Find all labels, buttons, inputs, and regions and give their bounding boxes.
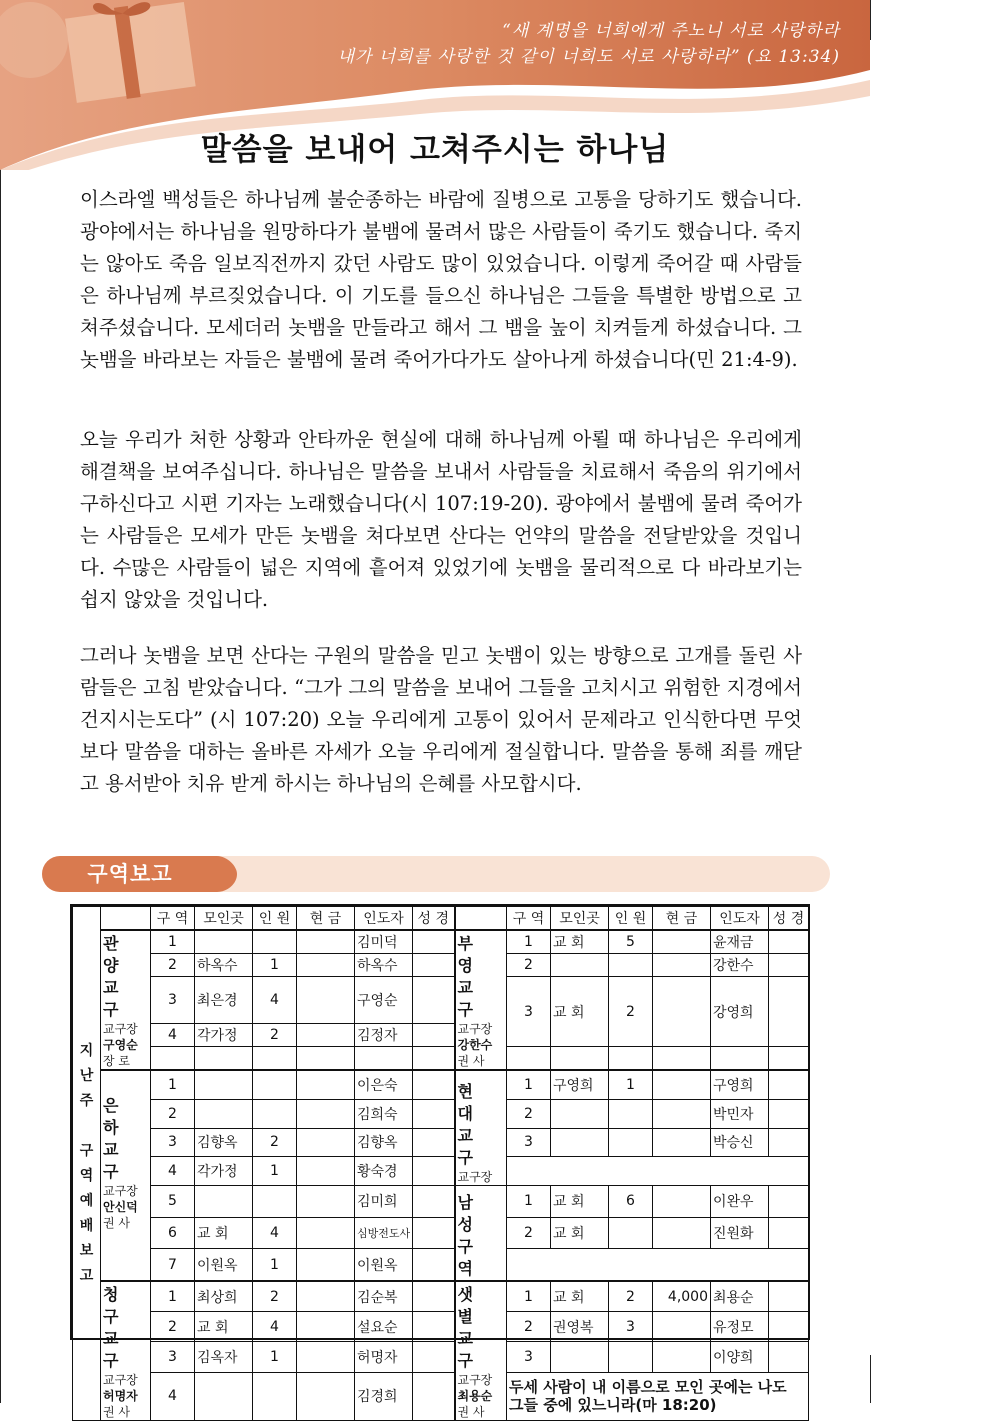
cell-offering xyxy=(297,1128,355,1157)
table-row xyxy=(73,1217,809,1249)
cell-bible xyxy=(413,1281,455,1312)
cell-count xyxy=(609,1342,653,1372)
table-cell xyxy=(413,1047,455,1071)
header-cell: 인도자 xyxy=(711,907,769,931)
cell-leader: 박승신 xyxy=(711,1128,769,1157)
gift-box-icon xyxy=(65,2,196,103)
cell-bible xyxy=(769,1342,809,1372)
cell-no: 6 xyxy=(151,1217,195,1249)
cell-no: 1 xyxy=(151,1070,195,1099)
cell-count: 2 xyxy=(253,1024,297,1047)
cell-leader: 김미희 xyxy=(355,1186,413,1218)
cell-bible xyxy=(413,1157,455,1186)
cell-leader: 김향옥 xyxy=(355,1128,413,1157)
cell-place xyxy=(551,954,609,977)
table-row xyxy=(73,930,809,954)
cell-place: 교 회 xyxy=(551,1281,609,1312)
cell-offering xyxy=(297,930,355,954)
cell-place: 각가정 xyxy=(195,1024,253,1047)
cell-offering xyxy=(297,1372,355,1420)
cell-place: 각가정 xyxy=(195,1157,253,1186)
cell-place: 김옥자 xyxy=(195,1342,253,1372)
cell-offering xyxy=(653,954,711,977)
header-verse xyxy=(300,18,840,70)
district-label: 남 성 구 역 xyxy=(455,1186,507,1282)
cell-count xyxy=(609,1128,653,1157)
cell-offering xyxy=(653,1099,711,1128)
header-blank xyxy=(101,907,151,931)
cell-no: 2 xyxy=(151,954,195,977)
cell-leader: 구영순 xyxy=(355,977,413,1024)
page-edge xyxy=(0,0,1,1403)
cell-offering xyxy=(297,1186,355,1218)
cell-leader: 심방전도사 xyxy=(355,1217,413,1249)
cell-offering xyxy=(297,977,355,1024)
table-cell xyxy=(297,1047,355,1071)
header-cell: 현 금 xyxy=(653,907,711,931)
cell-bible xyxy=(413,1186,455,1218)
cell-count: 2 xyxy=(609,1281,653,1312)
header-cell: 현 금 xyxy=(297,907,355,931)
cell-bible xyxy=(769,1217,809,1249)
cell-no: 1 xyxy=(151,930,195,954)
cell-count: 4 xyxy=(253,977,297,1024)
cell-place: 최상희 xyxy=(195,1281,253,1312)
cell-no: 4 xyxy=(151,1372,195,1420)
cell-no: 3 xyxy=(507,1342,551,1372)
cell-bible xyxy=(413,1128,455,1157)
cell-offering xyxy=(297,954,355,977)
cell-offering xyxy=(653,1312,711,1342)
header-cell: 성 경 xyxy=(413,907,455,931)
cell-leader: 윤재금 xyxy=(711,930,769,954)
cell-bible xyxy=(413,977,455,1024)
cell-place xyxy=(195,1099,253,1128)
cell-count: 3 xyxy=(609,1312,653,1342)
cell-count xyxy=(253,1186,297,1218)
cell-no: 7 xyxy=(151,1249,195,1281)
cell-bible xyxy=(413,1372,455,1420)
cell-offering xyxy=(653,1070,711,1099)
cell-leader: 김경희 xyxy=(355,1372,413,1420)
body-paragraph: 오늘 우리가 처한 상황과 안타까운 현실에 대해 하나님께 아뢸 때 하나님은 우리에게 해결책을 보여주십니다. 하나님은 말씀을 보내서 사람들을 치료해서 죽음의 위기에서 구하신다고 시편 기자는 노래했습니다(시 107:19-20). 광야에서 불뱀에 물려 죽어가는 사람들은 모세가 만든 놋뱀을 쳐다보면 산다는 언약의 말씀을 전달받았을 것입니다. 수많은 사람들이 넓은 지역에 흩어져 있었기에 놋뱀을 물리적으로 다 바라보기는 쉽지 않았을 것입니다. xyxy=(80,428,802,611)
cell-no: 1 xyxy=(507,1281,551,1312)
page-edge xyxy=(870,0,871,40)
page-edge xyxy=(870,1355,871,1403)
cell-offering xyxy=(653,1217,711,1249)
table-row xyxy=(73,1372,809,1420)
cell-offering xyxy=(297,1070,355,1099)
cell-place: 하옥수 xyxy=(195,954,253,977)
cell-no: 1 xyxy=(507,930,551,954)
cell-bible xyxy=(413,954,455,977)
cell-offering xyxy=(653,1342,711,1372)
cell-bible xyxy=(413,1312,455,1342)
cell-leader: 구영희 xyxy=(711,1070,769,1099)
cell-place xyxy=(551,1099,609,1128)
header-cell: 인 원 xyxy=(609,907,653,931)
district-label: 청 구 교 구 교구장 허명자 권 사 xyxy=(101,1281,151,1421)
cell-place: 교 회 xyxy=(551,977,609,1047)
header-blank xyxy=(455,907,507,931)
table-cell xyxy=(653,1047,711,1071)
cell-count: 4 xyxy=(253,1312,297,1342)
cell-no: 2 xyxy=(151,1312,195,1342)
district-label: 은 하 교 구 교구장 안신덕 권 사 xyxy=(101,1070,151,1281)
cell-count: 2 xyxy=(253,1281,297,1312)
cell-count xyxy=(253,1099,297,1128)
cell-place: 교 회 xyxy=(551,1217,609,1249)
cell-no: 3 xyxy=(507,1128,551,1157)
cell-count: 2 xyxy=(609,977,653,1047)
cell-bible xyxy=(769,1186,809,1218)
district-label: 관 양 교 구 교구장 구영순 장 로 xyxy=(101,930,151,1070)
cell-leader: 최용순 xyxy=(711,1281,769,1312)
cell-leader: 이완우 xyxy=(711,1186,769,1218)
table-row xyxy=(73,1157,809,1186)
cell-no: 2 xyxy=(507,954,551,977)
cell-count: 5 xyxy=(609,930,653,954)
table-cell xyxy=(151,1047,195,1071)
table-cell xyxy=(507,1047,551,1071)
cell-bible xyxy=(769,1281,809,1312)
cell-leader: 이양희 xyxy=(711,1342,769,1372)
report-table xyxy=(72,906,809,1421)
cell-place: 구영희 xyxy=(551,1070,609,1099)
table-header-row xyxy=(73,907,809,931)
cell-bible xyxy=(413,1070,455,1099)
cell-bible xyxy=(769,930,809,954)
table-cell xyxy=(711,1047,769,1071)
cell-no: 2 xyxy=(151,1099,195,1128)
header-cell: 성 경 xyxy=(769,907,809,931)
cell-count xyxy=(253,930,297,954)
table-row xyxy=(73,1047,809,1071)
cell-offering xyxy=(297,1024,355,1047)
cell-no: 4 xyxy=(151,1157,195,1186)
district-label: 샛 별 교 구 교구장 최용순 권 사 xyxy=(455,1281,507,1421)
cell-leader: 김순복 xyxy=(355,1281,413,1312)
cell-no: 4 xyxy=(151,1024,195,1047)
cell-count: 2 xyxy=(253,1128,297,1157)
cell-bible xyxy=(769,1099,809,1128)
cell-offering xyxy=(653,930,711,954)
cell-leader: 허명자 xyxy=(355,1342,413,1372)
page-title: 말씀을 보내어 고쳐주시는 하나님 xyxy=(200,132,670,168)
cell-offering xyxy=(297,1342,355,1372)
cell-offering xyxy=(297,1281,355,1312)
cell-count: 1 xyxy=(253,1342,297,1372)
cell-offering xyxy=(297,1157,355,1186)
table-cell xyxy=(609,1047,653,1071)
cell-place: 교 회 xyxy=(551,1186,609,1218)
table-row xyxy=(73,1281,809,1312)
cell-leader: 이은숙 xyxy=(355,1070,413,1099)
cell-leader: 설요순 xyxy=(355,1312,413,1342)
cell-leader: 김정자 xyxy=(355,1024,413,1047)
cell-leader: 강영희 xyxy=(711,977,769,1047)
body-paragraph: 그러나 놋뱀을 보면 산다는 구원의 말씀을 믿고 놋뱀이 있는 방향으로 고개를 돌린 사람들은 고침 받았습니다. “그가 그의 말씀을 보내어 그들을 고치시고 위험한 지경에서 건지시는도다” (시 107:20) 오늘 우리에게 고통이 있어서 문제라고 인식한다면 무엇보다 말씀을 대하는 올바른 자세가 오늘 우리에게 절실합니다. 말씀을 통해 죄를 깨닫고 용서받아 치유 받게 하시는 하나님의 은혜를 사모합시다. xyxy=(80,644,802,795)
cell-bible xyxy=(413,1342,455,1372)
verse-line: 내가 너희를 사랑한 것 같이 너희도 서로 사랑하라” (요 13:34) xyxy=(337,47,840,67)
header-cell: 구 역 xyxy=(507,907,551,931)
cell-bible xyxy=(769,1312,809,1342)
cell-leader: 하옥수 xyxy=(355,954,413,977)
table-row xyxy=(73,1070,809,1099)
section-title: 구역보고 xyxy=(87,862,173,886)
cell-count xyxy=(253,1070,297,1099)
cell-no: 2 xyxy=(507,1099,551,1128)
cell-bible xyxy=(413,1249,455,1281)
cell-no: 1 xyxy=(507,1186,551,1218)
cell-no: 3 xyxy=(151,977,195,1024)
cell-place: 김향옥 xyxy=(195,1128,253,1157)
cell-bible xyxy=(769,977,809,1047)
header-cell: 인도자 xyxy=(355,907,413,931)
table-row xyxy=(73,1249,809,1281)
cell-no: 1 xyxy=(151,1281,195,1312)
table-cell xyxy=(355,1047,413,1071)
cell-bible xyxy=(413,1024,455,1047)
cell-place xyxy=(551,1128,609,1157)
cell-offering: 4,000 xyxy=(653,1281,711,1312)
side-label-cell: 지 난 주 구 역 예 배 보 고 xyxy=(73,907,101,1421)
table-cell xyxy=(195,1047,253,1071)
district-report xyxy=(70,904,810,1419)
cell-place: 이원옥 xyxy=(195,1249,253,1281)
cell-offering xyxy=(297,1312,355,1342)
cell-place: 교 회 xyxy=(195,1217,253,1249)
cell-count: 6 xyxy=(609,1186,653,1218)
cell-count xyxy=(253,1372,297,1420)
cell-count: 1 xyxy=(253,1249,297,1281)
body-paragraph: 이스라엘 백성들은 하나님께 불순종하는 바람에 질병으로 고통을 당하기도 했습니다. 광야에서는 하나님을 원망하다가 불뱀에 물려서 많은 사람들이 죽기도 했습니다. 죽지는 않아도 죽음 일보직전까지 갔던 사람도 많이 있었습니다. 이렇게 죽어갈 때 사람들은 하나님께 부르짖었습니다. 이 기도를 들으신 하나님은 그들을 특별한 방법으로 고쳐주셨습니다. 모세더러 놋뱀을 만들라고 해서 그 뱀을 높이 치켜들게 하셨습니다. 그 놋뱀을 바라보는 자들은 불뱀에 물려 죽어가다가도 살아나게 하셨습니다(민 21:4-9). xyxy=(80,188,802,371)
cell-offering xyxy=(297,1099,355,1128)
verse-line: “새 계명을 너희에게 주노니 서로 사랑하라 xyxy=(502,21,840,41)
cell-offering xyxy=(297,1217,355,1249)
table-row xyxy=(73,1342,809,1372)
cell-offering xyxy=(653,1186,711,1218)
cell-no: 2 xyxy=(507,1312,551,1342)
cell-count: 4 xyxy=(253,1217,297,1249)
cell-count xyxy=(609,954,653,977)
cell-leader: 진원화 xyxy=(711,1217,769,1249)
cell-leader: 김희숙 xyxy=(355,1099,413,1128)
header-cell: 인 원 xyxy=(253,907,297,931)
header-cell: 모인곳 xyxy=(195,907,253,931)
cell-place xyxy=(551,1342,609,1372)
table-row xyxy=(73,977,809,1024)
blank-cell xyxy=(507,1249,809,1281)
cell-place xyxy=(195,1372,253,1420)
cell-count: 1 xyxy=(609,1070,653,1099)
cell-bible xyxy=(413,930,455,954)
table-row xyxy=(73,1128,809,1157)
cell-count xyxy=(609,1099,653,1128)
table-row xyxy=(73,954,809,977)
blank-cell xyxy=(507,1157,809,1186)
cell-bible xyxy=(413,1217,455,1249)
cell-place: 교 회 xyxy=(551,930,609,954)
cell-place: 권영복 xyxy=(551,1312,609,1342)
cell-no: 1 xyxy=(507,1070,551,1099)
cell-offering xyxy=(653,977,711,1047)
cell-leader: 황숙경 xyxy=(355,1157,413,1186)
cell-count xyxy=(609,1217,653,1249)
cell-leader: 유정모 xyxy=(711,1312,769,1342)
cell-no: 2 xyxy=(507,1217,551,1249)
cell-place: 교 회 xyxy=(195,1312,253,1342)
cell-place xyxy=(195,930,253,954)
table-cell xyxy=(769,1047,809,1071)
cell-bible xyxy=(769,1070,809,1099)
cell-bible xyxy=(769,1128,809,1157)
district-label: 부 영 교 구 교구장 강한수 권 사 xyxy=(455,930,507,1070)
cell-leader: 강한수 xyxy=(711,954,769,977)
cell-no: 3 xyxy=(151,1342,195,1372)
cell-leader: 김미덕 xyxy=(355,930,413,954)
header-cell: 구 역 xyxy=(151,907,195,931)
cell-place xyxy=(195,1070,253,1099)
table-row xyxy=(73,1099,809,1128)
cell-offering xyxy=(653,1128,711,1157)
cell-count: 1 xyxy=(253,954,297,977)
footer-quote: 두세 사람이 내 이름으로 모인 곳에는 나도 그들 중에 있느니라(마 18:20) xyxy=(507,1372,809,1420)
district-label: 현 대 교 구 교구장 xyxy=(455,1070,507,1186)
cell-offering xyxy=(297,1249,355,1281)
cell-place: 최은경 xyxy=(195,977,253,1024)
header-cell: 모인곳 xyxy=(551,907,609,931)
cell-place xyxy=(195,1186,253,1218)
cell-no: 3 xyxy=(151,1128,195,1157)
cell-count: 1 xyxy=(253,1157,297,1186)
cell-no: 3 xyxy=(507,977,551,1047)
table-cell xyxy=(253,1047,297,1071)
table-row xyxy=(73,1312,809,1342)
cell-leader: 박민자 xyxy=(711,1099,769,1128)
cell-bible xyxy=(769,954,809,977)
cell-leader: 이원옥 xyxy=(355,1249,413,1281)
cell-no: 5 xyxy=(151,1186,195,1218)
table-row xyxy=(73,1186,809,1218)
table-cell xyxy=(551,1047,609,1071)
cell-bible xyxy=(413,1099,455,1128)
